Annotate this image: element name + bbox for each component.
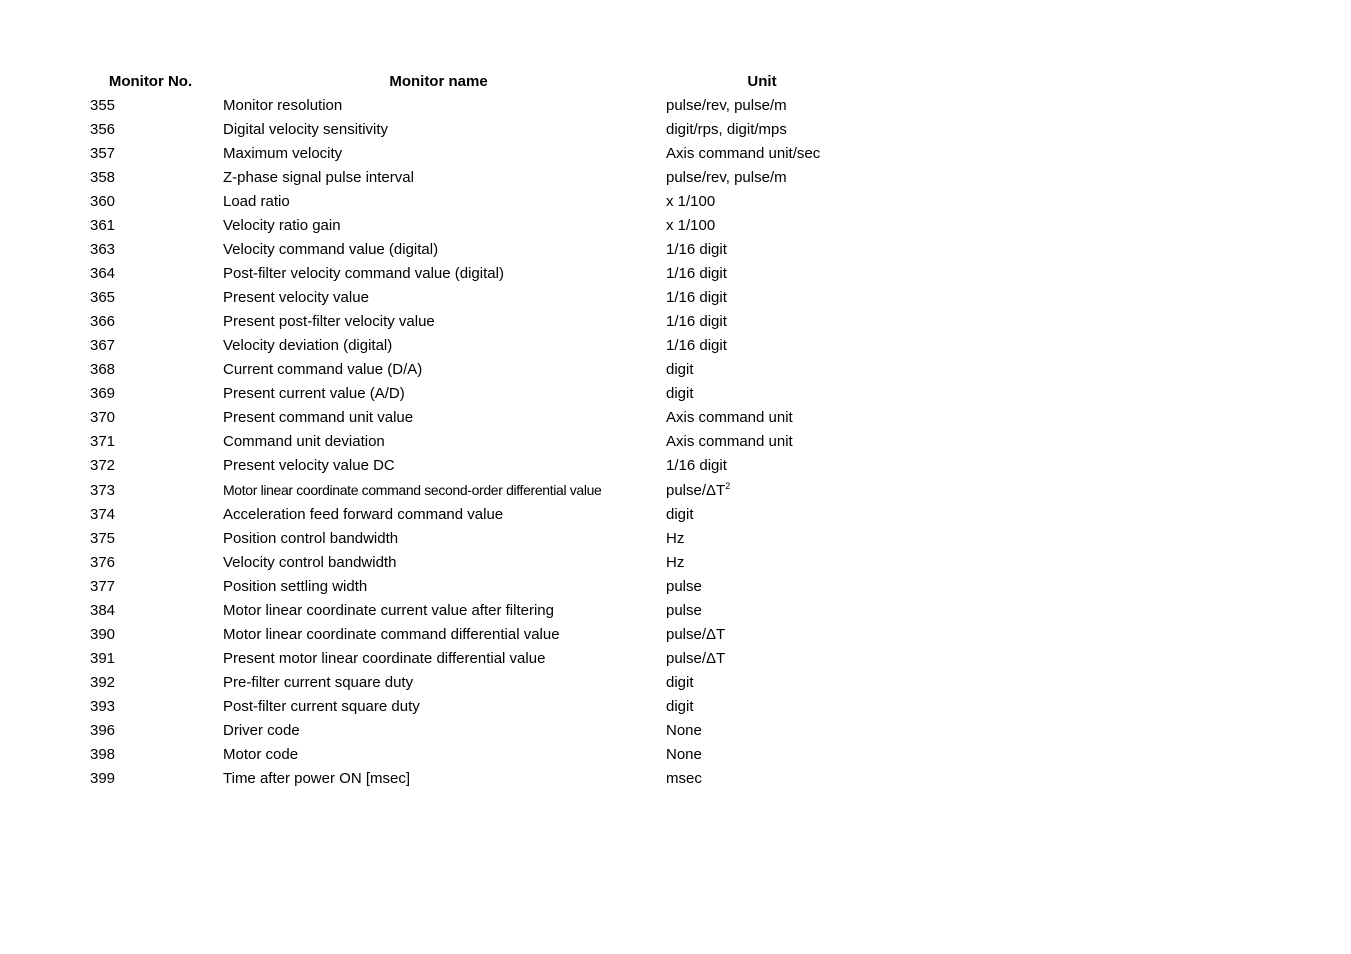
header-monitor-name: Monitor name	[389, 72, 488, 90]
monitor-name-cell: Post-filter current square duty	[223, 698, 420, 716]
unit-cell	[660, 93, 864, 117]
monitor-name-cell: Present command unit value	[223, 409, 414, 427]
unit-superscript: 2	[725, 480, 731, 491]
monitor-no-cell: 364	[90, 264, 116, 282]
monitor-no-cell: 363	[90, 240, 116, 258]
monitor-no-cell: 393	[90, 698, 116, 716]
monitor-no-cell: 370	[90, 409, 116, 427]
monitor-name-cell: Present velocity value	[223, 289, 369, 307]
monitor-no-cell: 398	[90, 746, 116, 764]
table-row	[84, 310, 864, 334]
monitor-no-cell: 368	[90, 361, 116, 379]
monitor-name-cell: Motor linear coordinate command second-order differential value	[223, 482, 602, 499]
unit-text: msec	[666, 770, 702, 788]
unit-text: 1/16 digit	[666, 337, 727, 355]
monitor-no-cell: 390	[90, 625, 116, 643]
monitor-name-cell: Velocity deviation (digital)	[223, 337, 393, 355]
monitor-no-cell: 373	[90, 481, 116, 499]
table-row	[84, 286, 864, 310]
monitor-no-cell: 374	[90, 505, 116, 523]
monitor-name-cell: Acceleration feed forward command value	[223, 505, 504, 523]
monitor-no-cell: 366	[90, 313, 116, 331]
table-row	[84, 646, 864, 670]
monitor-no-cell: 399	[90, 770, 116, 788]
unit-cell	[660, 646, 864, 670]
monitor-name-cell: Motor code	[223, 746, 299, 764]
unit-cell	[660, 550, 864, 574]
unit-cell	[660, 430, 864, 454]
unit-text: 1/16 digit	[666, 289, 727, 307]
unit-cell	[660, 598, 864, 622]
table-row	[84, 622, 864, 646]
monitor-no-cell: 371	[90, 433, 116, 451]
monitor-name-cell: Z-phase signal pulse interval	[223, 168, 414, 186]
table-row	[84, 671, 864, 695]
table-row	[84, 117, 864, 141]
table-row	[84, 334, 864, 358]
monitor-no-cell: 357	[90, 144, 116, 162]
monitor-name-cell: Maximum velocity	[223, 144, 343, 162]
header-unit: Unit	[747, 72, 777, 90]
unit-text: Axis command unit	[666, 433, 793, 451]
monitor-no-cell: 391	[90, 649, 116, 667]
table-row	[84, 767, 864, 791]
unit-cell	[660, 406, 864, 430]
unit-cell	[660, 767, 864, 791]
unit-cell	[660, 743, 864, 767]
unit-text: digit/rps, digit/mps	[666, 120, 787, 138]
monitor-name-cell: Position control bandwidth	[223, 529, 399, 547]
unit-text: pulse/ΔT	[666, 625, 726, 643]
monitor-no-cell: 369	[90, 385, 116, 403]
table-body	[84, 93, 864, 791]
monitor-name-cell: Monitor resolution	[223, 96, 343, 114]
unit-text: None	[666, 746, 702, 764]
monitor-no-cell: 396	[90, 722, 116, 740]
unit-cell	[660, 382, 864, 406]
monitor-no-cell: 355	[90, 96, 116, 114]
unit-cell	[660, 334, 864, 358]
monitor-name-cell: Digital velocity sensitivity	[223, 120, 389, 138]
monitor-name-cell: Command unit deviation	[223, 433, 385, 451]
unit-cell	[660, 526, 864, 550]
unit-cell	[660, 286, 864, 310]
unit-text: 1/16 digit	[666, 457, 727, 475]
table-row	[84, 478, 864, 502]
table-row	[84, 719, 864, 743]
monitor-name-cell: Post-filter velocity command value (digital)	[223, 264, 504, 282]
unit-text: 1/16 digit	[666, 240, 727, 258]
monitor-no-cell: 365	[90, 289, 116, 307]
table-row	[84, 406, 864, 430]
unit-text: Hz	[666, 529, 685, 547]
monitor-no-cell: 356	[90, 120, 116, 138]
table-row	[84, 454, 864, 478]
unit-cell	[660, 117, 864, 141]
unit-text: digit	[666, 361, 694, 379]
monitor-name-cell: Present motor linear coordinate differential value	[223, 649, 546, 667]
monitor-no-cell: 358	[90, 168, 116, 186]
monitor-no-cell: 367	[90, 337, 116, 355]
monitor-name-cell: Position settling width	[223, 577, 368, 595]
unit-text: x 1/100	[666, 216, 716, 234]
unit-cell	[660, 695, 864, 719]
monitor-name-cell: Motor linear coordinate command differential value	[223, 625, 560, 643]
table-row	[84, 213, 864, 237]
header-monitor-no: Monitor No.	[108, 72, 193, 90]
table-row	[84, 550, 864, 574]
table-row	[84, 261, 864, 285]
monitor-name-cell: Velocity ratio gain	[223, 216, 341, 234]
monitor-no-cell: 360	[90, 192, 116, 210]
table-row	[84, 237, 864, 261]
unit-cell	[660, 165, 864, 189]
unit-cell	[660, 237, 864, 261]
unit-text: digit	[666, 505, 694, 523]
monitor-name-cell: Present velocity value DC	[223, 457, 395, 475]
monitor-no-cell: 384	[90, 601, 116, 619]
monitor-no-cell: 392	[90, 674, 116, 692]
monitor-no-cell: 372	[90, 457, 116, 475]
unit-text: pulse/ΔT	[666, 649, 726, 667]
unit-text: Axis command unit	[666, 409, 793, 427]
monitor-table	[84, 69, 864, 791]
unit-cell	[660, 189, 864, 213]
monitor-no-cell: 377	[90, 577, 116, 595]
unit-text: digit	[666, 698, 694, 716]
table-row	[84, 93, 864, 117]
table-row	[84, 165, 864, 189]
unit-cell	[660, 502, 864, 526]
table-row	[84, 743, 864, 767]
unit-text: 1/16 digit	[666, 264, 727, 282]
monitor-name-cell: Current command value (D/A)	[223, 361, 423, 379]
unit-text: Hz	[666, 553, 685, 571]
unit-text: pulse/ΔT	[666, 481, 726, 499]
unit-text: pulse	[666, 577, 702, 595]
monitor-name-cell: Motor linear coordinate current value after filtering	[223, 601, 554, 619]
monitor-no-cell: 375	[90, 529, 116, 547]
unit-cell	[660, 719, 864, 743]
unit-cell	[660, 310, 864, 334]
monitor-name-cell: Present post-filter velocity value	[223, 313, 435, 331]
table-row	[84, 358, 864, 382]
unit-cell	[660, 622, 864, 646]
table-row	[84, 574, 864, 598]
table-row	[84, 430, 864, 454]
unit-text: Axis command unit/sec	[666, 144, 821, 162]
unit-cell	[660, 574, 864, 598]
unit-text: 1/16 digit	[666, 313, 727, 331]
unit-cell	[660, 141, 864, 165]
unit-cell	[660, 261, 864, 285]
unit-text: digit	[666, 385, 694, 403]
unit-text: digit	[666, 674, 694, 692]
unit-cell	[660, 454, 864, 478]
monitor-name-cell: Velocity command value (digital)	[223, 240, 439, 258]
table-row	[84, 189, 864, 213]
monitor-name-cell: Time after power ON [msec]	[223, 770, 410, 788]
unit-cell	[660, 358, 864, 382]
unit-cell	[660, 478, 864, 502]
monitor-no-cell: 376	[90, 553, 116, 571]
unit-text: pulse/rev, pulse/m	[666, 168, 787, 186]
monitor-no-cell: 361	[90, 216, 116, 234]
table-row	[84, 526, 864, 550]
monitor-name-cell: Pre-filter current square duty	[223, 674, 414, 692]
unit-text: None	[666, 722, 702, 740]
monitor-name-cell: Velocity control bandwidth	[223, 553, 397, 571]
table-header-row	[84, 69, 864, 93]
unit-text: pulse	[666, 601, 702, 619]
table-row	[84, 502, 864, 526]
table-row	[84, 382, 864, 406]
table-row	[84, 598, 864, 622]
unit-cell	[660, 671, 864, 695]
monitor-name-cell: Present current value (A/D)	[223, 385, 405, 403]
monitor-name-cell: Driver code	[223, 722, 300, 740]
monitor-name-cell: Load ratio	[223, 192, 290, 210]
table-row	[84, 141, 864, 165]
unit-cell	[660, 213, 864, 237]
unit-text: pulse/rev, pulse/m	[666, 96, 787, 114]
table-row	[84, 695, 864, 719]
unit-text: x 1/100	[666, 192, 716, 210]
